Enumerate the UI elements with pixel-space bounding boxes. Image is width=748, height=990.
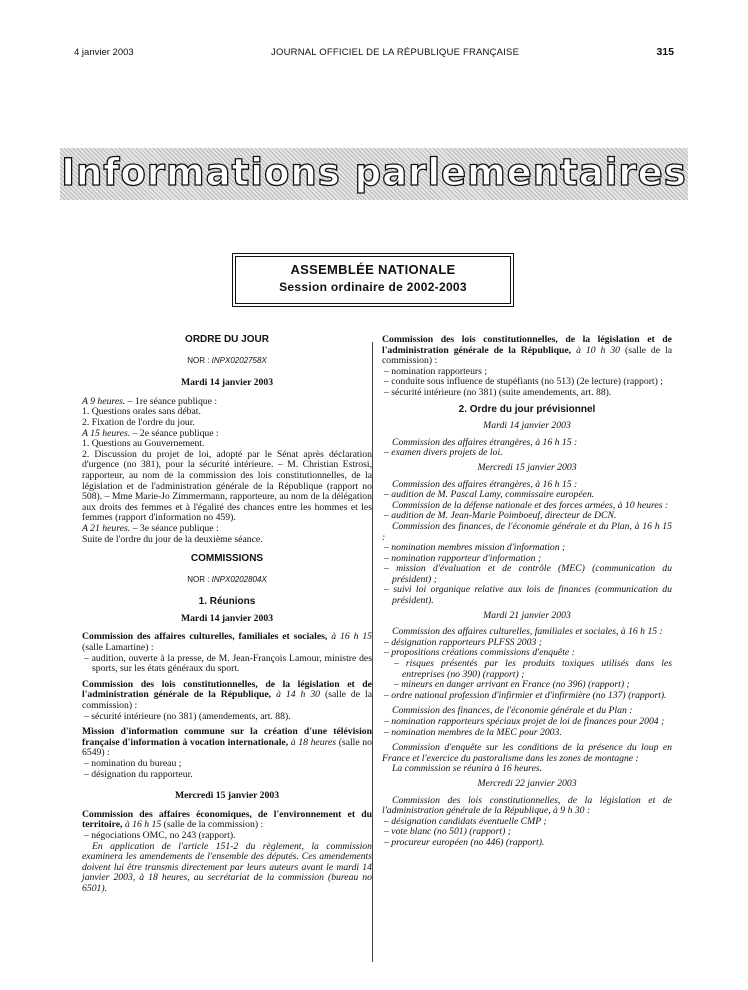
commission-room: (salle no 6549) : [82, 736, 372, 759]
commission-name: Commission des lois constitutionnelles, de la législation et de l'administration générale de la République, [382, 334, 672, 356]
commission-name: Commission des affaires économiques, de l'environnement et du territoire, [82, 808, 372, 831]
list-item: – suivi loi organique relative aux lois de finances (communication du président). [384, 584, 672, 607]
commission-entry: Commission des affaires étrangères, à 16 h 15 : [392, 478, 578, 490]
list-subitem: – mineurs en danger arrivant en France (no 396) (rapport) ; [394, 679, 630, 691]
list-item: – conduite sous influence de stupéfiants (no 513) (2e lecture) (rapport) ; [384, 376, 663, 388]
assembly-name: ASSEMBLÉE NATIONALE [290, 262, 456, 277]
left-column [82, 335, 372, 895]
seance-label: – 1re séance publique : [125, 395, 218, 407]
ordre-nor [82, 356, 372, 367]
seance-time: A 21 heures. [82, 522, 131, 534]
seance-label: – 2e séance publique : [130, 427, 219, 439]
ordre-du-jour-title: ORDRE DU JOUR [185, 334, 269, 345]
list-item: – désignation candidats éventuelle CMP ; [384, 815, 547, 827]
list-item: – nomination membres de la MEC pour 2003. [384, 726, 562, 738]
list-item: – vote blanc (no 501) (rapport) ; [384, 826, 511, 838]
nor-label: NOR : [187, 574, 212, 584]
commission-note: La commission se réunira à 16 heures. [392, 763, 543, 775]
commission-entry: Commission d'enquête sur les conditions de la présence du loup en France et l'exercice du pastoralisme dans les zones de montagne : [382, 742, 672, 764]
commission-entry: Commission des lois constitutionnelles, de la législation et de l'administration générale de la République, à 9 h 30 : [382, 794, 672, 817]
commission-entry [82, 727, 372, 759]
commission-entry [82, 810, 372, 831]
day-heading: Mercredi 15 janvier 2003 [174, 790, 280, 802]
reunions-title: 1. Réunions [198, 596, 256, 608]
journal-title: JOURNAL OFFICIEL DE LA RÉPUBLIQUE FRANÇAISE [271, 47, 520, 58]
list-item: – sécurité intérieure (no 381) (amendements, art. 88). [84, 710, 291, 722]
commission-name: Commission des lois constitutionnelles, de la législation et de l'administration générale de la République, [82, 678, 372, 701]
list-item: – procureur européen (no 446) (rapport). [384, 836, 545, 848]
assembly-box [235, 256, 511, 304]
commission-entry [82, 680, 372, 712]
commission-time: à 16 h 15 [122, 819, 162, 831]
commission-entry: Commission des finances, de l'économie générale et du Plan : [392, 705, 633, 717]
commission-time: à 14 h 30 [271, 689, 321, 701]
day-heading: Mardi 14 janvier 2003 [180, 377, 274, 389]
right-column [382, 335, 672, 849]
commission-room: (salle Lamartine) : [82, 642, 154, 654]
column-divider [372, 342, 373, 962]
seance-3 [82, 524, 372, 535]
day-heading: Mardi 14 janvier 2003 [180, 612, 274, 624]
section-banner [60, 148, 688, 200]
commission-room: (salle de la commission) : [382, 344, 673, 367]
list-subitem: – risques présentés par les produits toxiques utilisés dans les entreprises (no 390) (rapport) ; [394, 658, 672, 680]
commission-entry: Commission des affaires culturelles, familiales et sociales, à 16 h 15 : [392, 626, 663, 638]
page-number: 315 [656, 46, 674, 58]
commission-entry: Commission de la défense nationale et des forces armées, à 10 heures : [392, 499, 669, 511]
agenda-item: 2. Fixation de l'ordre du jour. [82, 416, 195, 428]
commission-time: à 10 h 30 [571, 344, 621, 356]
list-item: – nomination du bureau ; [84, 758, 182, 769]
list-item: – désignation rapporteurs PLFSS 2003 ; [384, 636, 542, 648]
list-item: – nomination membres mission d'information ; [384, 542, 566, 554]
agenda-item: Suite de l'ordre du jour de la deuxième séance. [82, 533, 263, 545]
ordre-previsionnel-title: 2. Ordre du jour prévisionnel [458, 403, 596, 415]
commission-name: Mission d'information commune sur la création d'une télévision française d'information à vocation internationale, [82, 726, 372, 748]
list-item: – audition de M. Jean-Marie Poimboeuf, directeur de DCN. [384, 510, 617, 522]
commission-room: (salle de la commission) : [161, 819, 264, 831]
list-item: – ordre national profession d'infirmier et d'infirmière (no 137) (rapport). [384, 689, 667, 701]
agenda-item: 2. Discussion du projet de loi, adopté par le Sénat après déclaration d'urgence (no 381), pour la sécurité intérieure. – M. Christian Estrosi, rapporteur, au nom de la commission des lois constitutionnelles, de la législation et de l'administration générale de la République (rapport no 508). – Mme Marie-Jo Zimmermann, rapporteure, au nom de la délégation aux droits des femmes et à l'égalité des chances entre les hommes et les femmes (rapport d'information no 459). [82, 448, 372, 524]
day-heading: Mardi 14 janvier 2003 [483, 420, 571, 432]
commission-entry: Commission des affaires étrangères, à 16 h 15 : [392, 436, 578, 448]
list-item: – désignation du rapporteur. [84, 768, 193, 780]
list-item: – négociations OMC, no 243 (rapport). [84, 829, 236, 841]
list-item: – audition de M. Pascal Lamy, commissaire européen. [384, 489, 595, 501]
nor-code: INPX0202804X [211, 574, 267, 584]
commission-time: à 16 h 15 [327, 631, 373, 643]
commission-entry: Commission des finances, de l'économie générale et du Plan, à 16 h 15 : [382, 520, 672, 543]
session-name: Session ordinaire de 2002-2003 [279, 280, 467, 294]
list-item: – examen divers projets de loi. [384, 447, 503, 459]
commission-note: En application de l'article 151-2 du règlement, la commission examinera les amendements de l'ensemble des députés. Ces amendements doivent lui être transmis directement par leurs auteurs avant le mardi 14 janvier 2003, à 18 heures, au secrétariat de la commission (bureau no 6501). [82, 840, 372, 894]
seance-time: A 15 heures. [82, 427, 131, 439]
banner-title: Informations parlementaires [61, 151, 687, 194]
agenda-item: 1. Questions orales sans débat. [82, 406, 201, 418]
page-header [74, 46, 674, 58]
list-item: – mission d'évaluation et de contrôle (MEC) (communication du président) ; [384, 563, 672, 585]
list-item: – audition, ouverte à la presse, de M. Jean-François Lamour, ministre des sports, sur les états généraux du sport. [84, 652, 372, 675]
seance-time: A 9 heures. [82, 395, 126, 407]
commissions-nor [82, 575, 372, 586]
seance-label: – 3e séance publique : [130, 522, 219, 534]
commission-time: à 18 heures [288, 736, 337, 748]
list-item: – nomination rapporteurs spéciaux projet de loi de finances pour 2004 ; [384, 716, 665, 727]
day-heading: Mercredi 15 janvier 2003 [477, 461, 577, 473]
commission-room: (salle de la commission) : [82, 689, 373, 712]
list-item: – sécurité intérieure (no 381) (suite amendements, art. 88). [384, 386, 612, 398]
agenda-item: 1. Questions au Gouvernement. [82, 438, 205, 450]
list-item: – propositions créations commissions d'enquête : [384, 647, 575, 659]
day-heading: Mercredi 22 janvier 2003 [477, 777, 577, 789]
nor-label: NOR : [187, 355, 212, 365]
commission-entry [382, 335, 672, 367]
commission-entry [82, 632, 372, 653]
commission-name: Commission des affaires culturelles, familiales et sociales, [82, 631, 328, 643]
header-date: 4 janvier 2003 [74, 47, 134, 58]
commissions-title: COMMISSIONS [190, 553, 264, 565]
day-heading: Mardi 21 janvier 2003 [483, 609, 571, 621]
list-item: – nomination rapporteurs ; [384, 365, 488, 377]
list-item: – nomination rapporteur d'information ; [384, 552, 542, 564]
nor-code: INPX0202758X [211, 355, 267, 365]
